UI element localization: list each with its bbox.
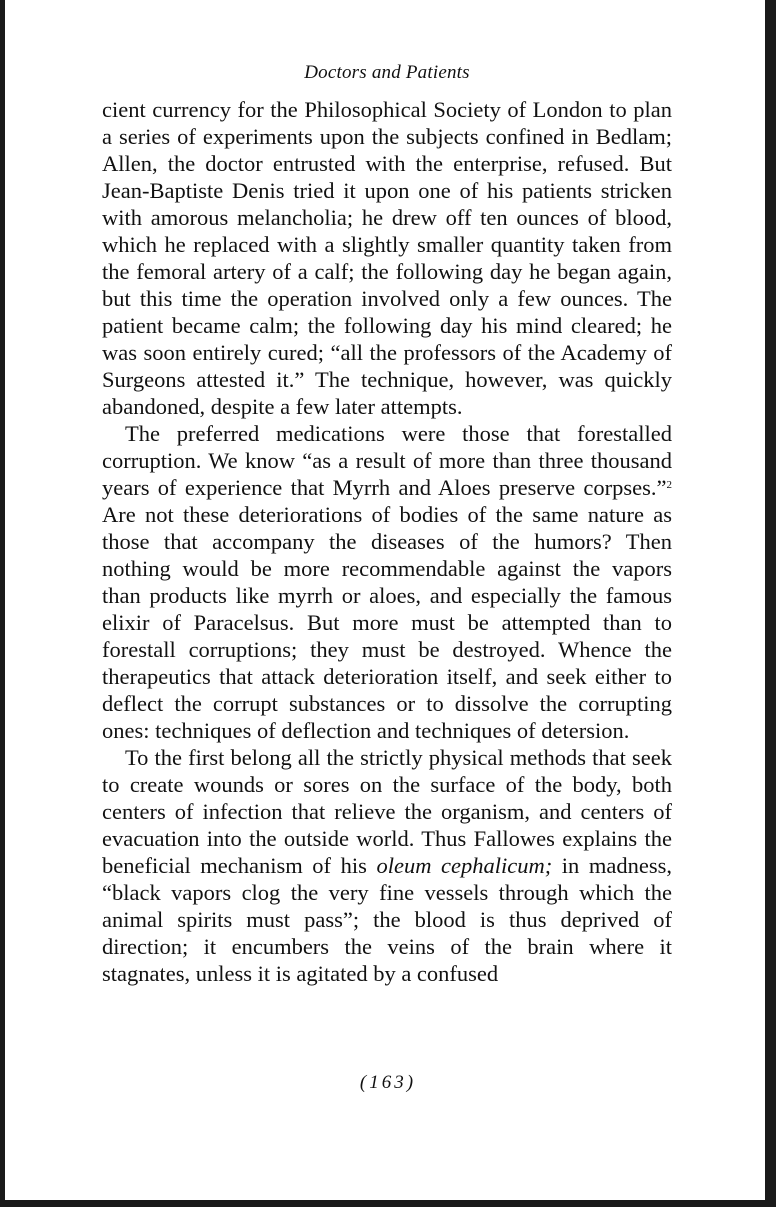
paragraph — [102, 744, 672, 987]
body-text — [102, 96, 672, 987]
page-border-bottom — [0, 1200, 776, 1207]
footnote-ref: 2 — [666, 479, 672, 491]
text-run: in madness, “black vapors clog the very fine vessels through which the animal spirits must pass”; the blood is thus deprived of direction; it encumbers the veins of the brain where it stagnates, unless it is agitated by a confused — [102, 853, 672, 986]
page-border-right — [765, 0, 776, 1207]
text-run: To the first belong all the strictly physical methods that seek to create wounds or sores on the surface of the body, both centers of infection that relieve the organism, and centers of evacuation into the outside world. Thus Fallowes explains the beneficial mechanism of his — [102, 745, 672, 878]
page-number: (163) — [359, 1072, 417, 1093]
text-run: Are not these deteriorations of bodies of the same nature as those that accompany the diseases of the humors? Then nothing would be more recommendable against the vapors than products like myrrh or aloes, and especially the famous elixir of Paracelsus. But more must be attempted than to forestall corruptions; they must be destroyed. Whence the therapeutics that attack deterioration itself, and seek either to deflect the corrupt substances or to dissolve the corrupting ones: techniques of deflection and techniques of detersion. — [102, 502, 672, 743]
italic-term: oleum cephalicum; — [376, 853, 553, 878]
page-border-left — [0, 0, 5, 1207]
paragraph — [102, 96, 672, 420]
text-run: cient currency for the Philosophical Society of London to plan a series of experiments upon the subjects confined in Bedlam; Allen, the doctor entrusted with the enterprise, refused. But Jean-Baptiste Denis tried it upon one of his patients stricken with amorous melancholia; he drew off ten ounces of blood, which he replaced with a slightly smaller quantity taken from the femoral artery of a calf; the following day he began again, but this time the operation involved only a few ounces. The patient became calm; the following day his mind cleared; he was soon entirely cured; “all the professors of the Academy of Surgeons attested it.” The technique, however, was quickly abandoned, despite a few later attempts. — [102, 97, 672, 419]
running-head: Doctors and Patients — [304, 62, 470, 83]
paragraph — [102, 420, 672, 744]
text-run: The preferred medications were those that forestalled corruption. We know “as a result of more than three thousand years of experience that Myrrh and Aloes preserve corpses.” — [102, 421, 672, 500]
book-page — [102, 62, 672, 987]
